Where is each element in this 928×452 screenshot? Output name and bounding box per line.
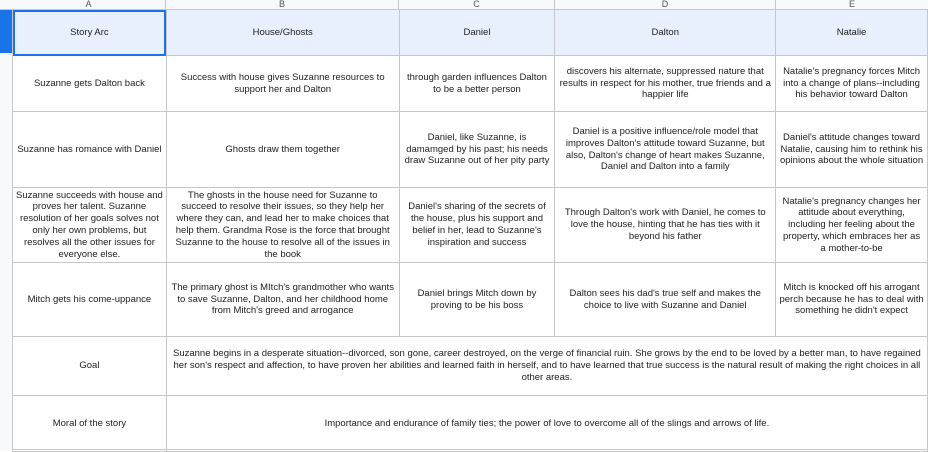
table-row [13,112,928,188]
cell-daniel[interactable]: Daniel brings Mitch down by proving to be his boss [399,263,555,337]
cell-dalton[interactable]: Daniel is a positive influence/role model that improves Dalton's attitude toward Suzanne, but also, Dalton's change of heart makes Suzanne, Daniel and Dalton into a family [555,112,776,188]
moral-row [13,396,928,452]
cell-story-arc[interactable]: Suzanne succeeds with house and proves her talent. Suzanne resolution of her goals solves not only her own problems, but resolves all the other issues for everyone else. [13,188,167,263]
cell-house-ghosts[interactable]: Ghosts draw them together [166,112,399,188]
cell-story-arc[interactable]: Suzanne has romance with Daniel [13,112,167,188]
story-arc-table [12,9,928,452]
cell-dalton[interactable]: discovers his alternate, suppressed nature that results in respect for his mother, true friends and a happier life [555,56,776,112]
column-header-e[interactable]: E [776,0,928,9]
cell-house-ghosts[interactable]: The ghosts in the house need for Suzanne to succeed to resolve their issues, so they help her where they can, and lead her to make choices that help them. Grandma Rose is the force that brought Suzanne to the house to resolve all of the issues in the book [166,188,399,263]
cell-story-arc[interactable]: Mitch gets his come-uppance [13,263,167,337]
cell-house-ghosts[interactable]: The primary ghost is MItch's grandmother who wants to save Suzanne, Dalton, and her childhood home from Mitch's greed and arrogance [166,263,399,337]
header-row [13,10,928,56]
cell-dalton[interactable]: Through Dalton's work with Daniel, he comes to love the house, hinting that he has ties with it beyond his father [555,188,776,263]
column-header-b[interactable]: B [166,0,399,9]
cell-dalton[interactable]: Dalton sees his dad's true self and makes the choice to live with Suzanne and Daniel [555,263,776,337]
cell-house-ghosts[interactable]: Success with house gives Suzanne resources to support her and Dalton [166,56,399,112]
header-dalton[interactable]: Dalton [555,10,776,56]
cell-goal-text[interactable]: Suzanne begins in a desperate situation--divorced, son gone, career destroyed, on the verge of financial ruin. She grows by the end to be loved by a better man, to have regained her son's respect and affection, to have proven her abilities and learned faith in herself, and to have learned that true success is the natural result of making the right choices in all other areas. [166,337,927,396]
header-story-arc[interactable]: Story Arc [13,10,167,56]
column-header-c[interactable]: C [399,0,555,9]
cell-daniel[interactable]: Daniel, like Suzanne, is damamged by his past; his needs draw Suzanne out of her pity party [399,112,555,188]
selected-row-indicator[interactable] [0,10,12,53]
cell-goal-label[interactable]: Goal [13,337,167,396]
goal-row [13,337,928,396]
header-house-ghosts[interactable]: House/Ghosts [166,10,399,56]
grid-bottom-edge [12,449,928,450]
cell-daniel[interactable]: Daniel's sharing of the secrets of the house, plus his support and belief in her, lead to Suzanne's inspiration and success [399,188,555,263]
cell-daniel[interactable]: through garden influences Dalton to be a better person [399,56,555,112]
column-header-a[interactable]: A [12,0,166,9]
cell-story-arc[interactable]: Suzanne gets Dalton back [13,56,167,112]
table-row [13,263,928,337]
header-daniel[interactable]: Daniel [399,10,555,56]
table-row [13,56,928,112]
cell-natalie[interactable]: Daniel's attitude changes toward Natalie, causing him to rethink his opinions about the whole situation [776,112,928,188]
cell-natalie[interactable]: Natalie's pregnancy forces Mitch into a change of plans--including his behavior toward Dalton [776,56,928,112]
cell-moral-text[interactable]: Importance and endurance of family ties; the power of love to overcome all of the slings and arrows of life. [166,396,927,452]
header-natalie[interactable]: Natalie [776,10,928,56]
column-header-d[interactable]: D [555,0,776,9]
table-row [13,188,928,263]
cell-natalie[interactable]: Natalie's pregnancy changes her attitude about everything, including her feeling about the property, which embraces her as a mother-to-be [776,188,928,263]
cell-natalie[interactable]: Mitch is knocked off his arrogant perch because he has to deal with something he didn't expect [776,263,928,337]
cell-moral-label[interactable]: Moral of the story [13,396,167,452]
